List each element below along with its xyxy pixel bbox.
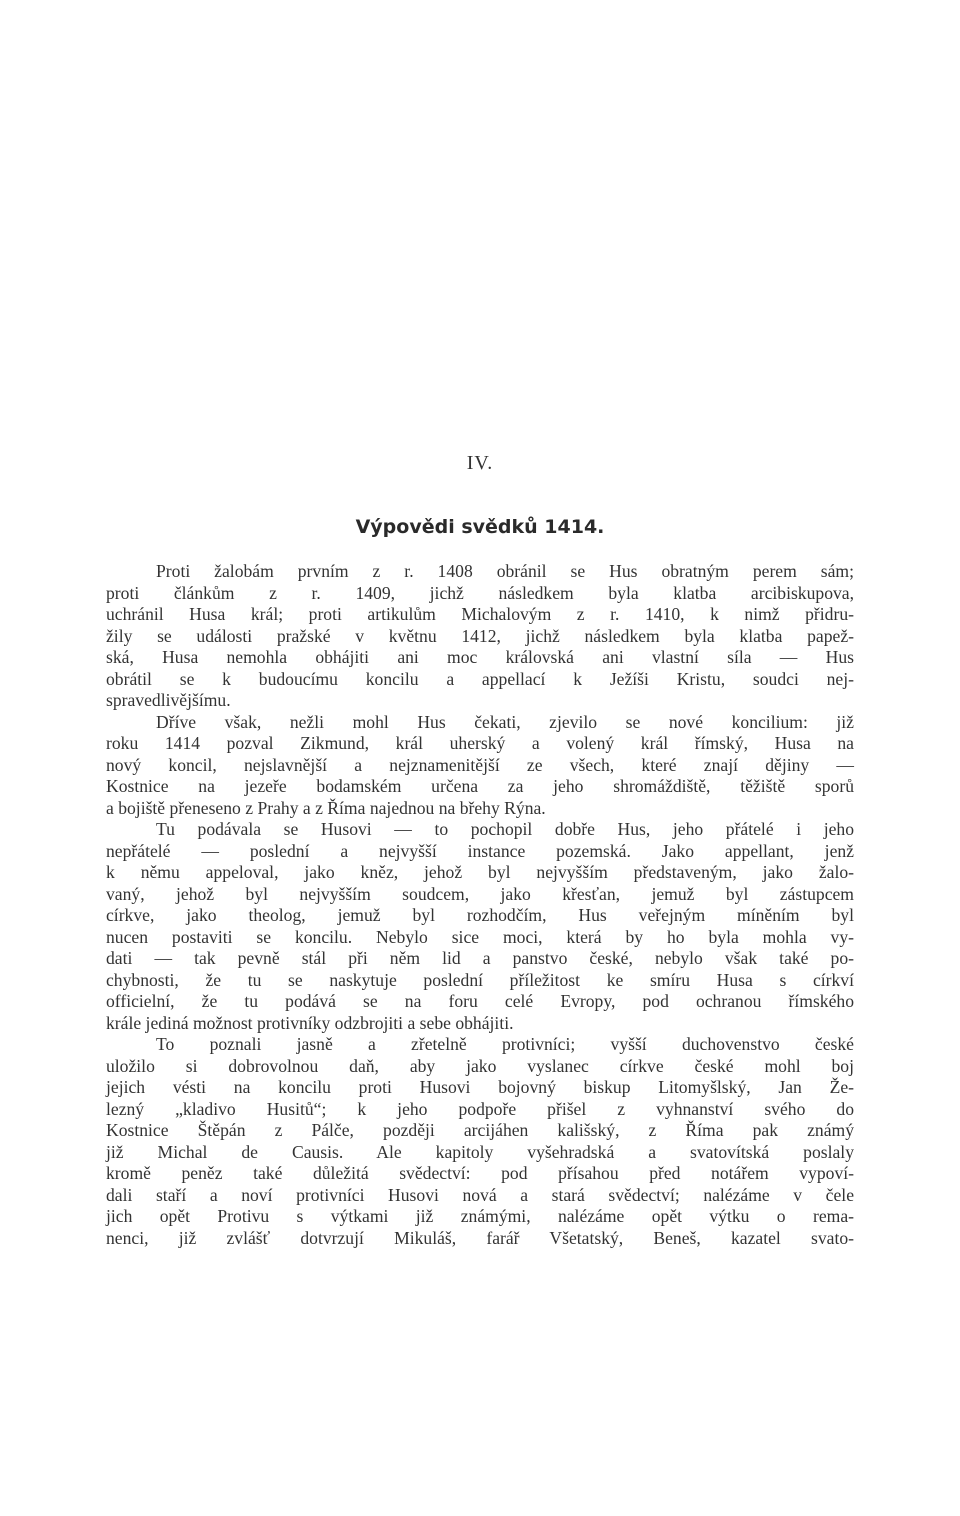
text-line: žily se události pražské v květnu 1412, jichž následkem byla klatba papež- bbox=[106, 625, 854, 646]
text-line: lezný „kladivo Husitů“; k jeho podpoře přišel z vyhnanství svého do bbox=[106, 1098, 854, 1119]
text-line: officielní, že tu podává se na foru celé Evropy, pod ochranou římského bbox=[106, 991, 854, 1011]
text-line: jejich vésti na koncilu proti Husovi bojovný biskup Litomyšlský, Jan Že- bbox=[106, 1077, 854, 1097]
text-line: chybnosti, že tu se naskytuje poslední příležitost ke smíru Husa s církví bbox=[106, 969, 854, 990]
text-line: obrátil se k budoucímu koncilu a appellací k Ježíši Kristu, soudci nej- bbox=[106, 668, 854, 689]
text-line: Kostnice na jezeře bodamském určena za jeho shromáždiště, těžiště sporů bbox=[106, 776, 854, 796]
text-line: Dříve však, nežli mohl Hus čekati, zjevilo se nové koncilium: již bbox=[156, 711, 854, 732]
text-line: Proti žalobám prvním z r. 1408 obránil se Hus obratným perem sám; bbox=[156, 561, 854, 581]
text-line: uchránil Husa král; proti artikulům Michalovým z r. 1410, k nimž přidru- bbox=[106, 604, 854, 624]
text-line: nepřátelé — poslední a nejvyšší instance pozemská. Jako appellant, jenž bbox=[106, 840, 854, 861]
body-text bbox=[106, 561, 854, 1249]
text-line: uložilo si dobrovolnou daň, aby jako vyslanec církve české mohl boj bbox=[106, 1055, 854, 1076]
chapter-title: Výpovědi svědků 1414. bbox=[355, 516, 605, 538]
text-line: dali staří a noví protivníci Husovi nová a stará svědectví; nalézáme v čele bbox=[106, 1184, 854, 1205]
text-line: nenci, již zvlášť dotvrzují Mikuláš, farář Všetatský, Beneš, kazatel svato- bbox=[106, 1227, 854, 1248]
text-line: Tu podávala se Husovi — to pochopil dobře Hus, jeho přátelé i jeho bbox=[156, 819, 854, 839]
text-line: roku 1414 pozval Zikmund, král uherský a volený král římský, Husa na bbox=[106, 733, 854, 753]
text-line: vaný, jehož byl nejvyšším soudcem, jako křesťan, jemuž byl zástupcem bbox=[106, 883, 854, 904]
text-line: ská, Husa nemohla obhájiti ani moc královská ani vlastní síla — Hus bbox=[106, 647, 854, 667]
text-line: To poznali jasně a zřetelně protivníci; vyšší duchovenstvo české bbox=[156, 1034, 854, 1054]
text-line: Kostnice Štěpán z Pálče, později arcijáhen kališský, z Říma pak známý bbox=[106, 1120, 854, 1140]
text-line: spravedlivějšímu. bbox=[106, 690, 231, 710]
text-line: a bojiště přeneseno z Prahy a z Říma najednou na břehy Rýna. bbox=[106, 797, 546, 818]
text-line: kromě peněz také důležitá svědectví: pod přísahou před notářem vypoví- bbox=[106, 1163, 854, 1183]
text-line: jich opět Protivu s výtkami již známými, nalézáme opět výtku o rema- bbox=[106, 1206, 854, 1226]
text-line: k němu appeloval, jako kněz, jehož byl nejvyšším představeným, jako žalo- bbox=[106, 862, 854, 882]
text-line: krále jediná možnost protivníky odzbrojiti a sebe obhájiti. bbox=[106, 1012, 514, 1033]
text-line: nový koncil, nejslavnější a nejznamenitější ze všech, které znají dějiny — bbox=[106, 754, 854, 775]
text-line: proti článkům z r. 1409, jichž následkem byla klatba arcibiskupova, bbox=[106, 582, 854, 603]
text-line: již Michal de Causis. Ale kapitoly vyšehradská a svatovítská poslaly bbox=[106, 1141, 854, 1162]
text-line: nucen postaviti se koncilu. Nebylo sice moci, která by ho byla mohla vy- bbox=[106, 926, 854, 947]
chapter-numeral: IV. bbox=[466, 452, 494, 474]
text-line: církve, jako theolog, jemuž byl rozhodčím, Hus veřejným míněním byl bbox=[106, 905, 854, 925]
text-line: dati — tak pevně stál při něm lid a panstvo české, nebylo však také po- bbox=[106, 948, 854, 968]
